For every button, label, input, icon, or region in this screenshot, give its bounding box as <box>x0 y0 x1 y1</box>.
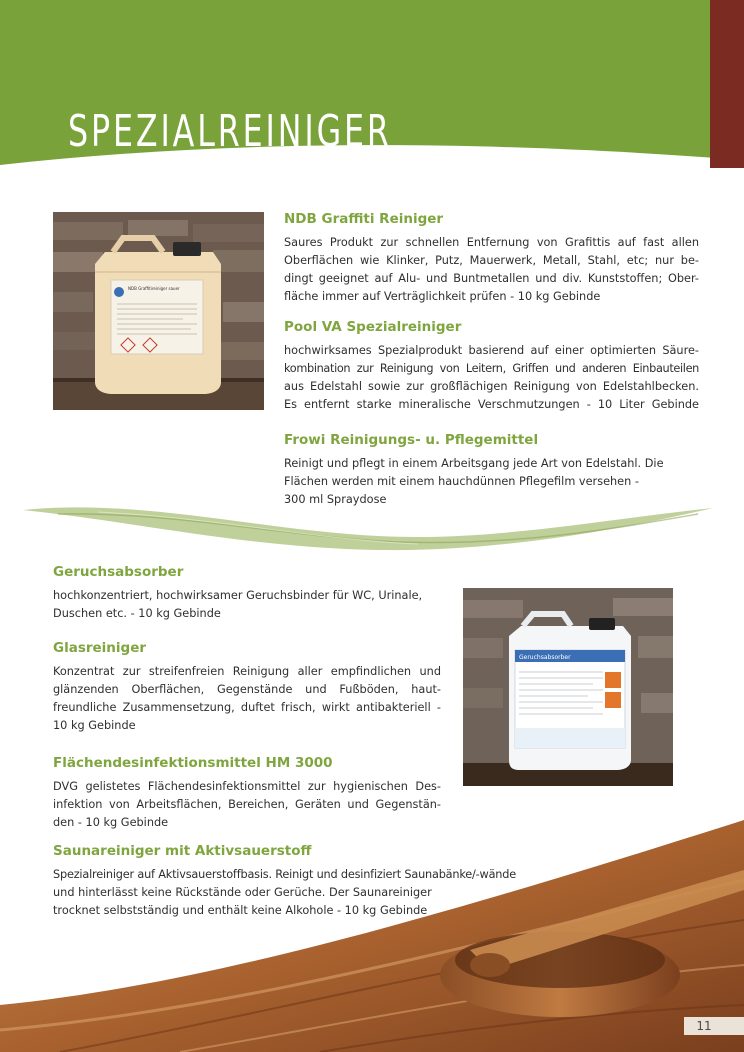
description-line: trocknet selbstständig und enthält keine Alkohole - 10 kg Gebinde <box>53 904 428 917</box>
product-description <box>53 663 441 735</box>
description-line: und hinterlässt keine Rückstände oder Gerüche. Der Saunareiniger <box>53 886 432 899</box>
product-title: Flächendesinfektionsmittel HM 3000 <box>53 755 333 771</box>
page-title: SPEZIALREINIGER <box>68 106 392 157</box>
description-line: aus Edelstahl sowie zur großflächigen Reinigung von Edelstahlbecken. <box>284 380 699 393</box>
product-ndb-graffiti-reiniger <box>284 211 699 306</box>
brush-stroke-divider <box>18 500 718 560</box>
description-line: Es entfernt starke mineralische Verschmutzungen - 10 Liter Gebinde <box>284 398 699 411</box>
accent-bar <box>710 0 744 168</box>
description-line: Oberflächen wie Klinker, Putz, Mauerwerk, Metall, Stahl, etc; nur be- <box>284 254 699 267</box>
canister-label-text: NDB Graffitireiniger sauer <box>128 286 180 291</box>
description-line: Duschen etc. - 10 kg Gebinde <box>53 607 221 620</box>
product-flaechendesinfektionsmittel <box>53 755 441 832</box>
product-description <box>284 342 699 414</box>
product-description <box>284 455 699 509</box>
product-title: Frowi Reinigungs- u. Pflegemittel <box>284 432 539 448</box>
description-line: glänzenden Oberflächen, Gegenstände und Fußböden, haut- <box>53 683 441 696</box>
product-glasreiniger <box>53 640 441 735</box>
description-line: 300 ml Spraydose <box>284 493 387 506</box>
description-line: den - 10 kg Gebinde <box>53 816 169 829</box>
description-line: dingt geeignet auf Alu- und Buntmetallen und div. Kunststoffen; Ober- <box>284 272 699 285</box>
description-line: Konzentrat zur streifenfreien Reinigung aller empfindlichen und <box>53 665 441 678</box>
product-geruchsabsorber <box>53 564 443 623</box>
description-line: kombination zur Reinigung von Leitern, Griffen und anderen Einbauteilen <box>284 362 699 375</box>
product-description <box>53 587 443 623</box>
description-line: DVG gelistetes Flächendesinfektionsmittel zur hygienischen Des- <box>53 780 441 793</box>
description-line: Reinigt und pflegt in einem Arbeitsgang jede Art von Edelstahl. Die <box>284 457 664 470</box>
graffiti-cleaner-canister-image <box>53 212 264 410</box>
product-title: Pool VA Spezialreiniger <box>284 319 462 335</box>
product-frowi-pflegemittel <box>284 432 699 509</box>
description-line: hochwirksames Spezialprodukt basierend auf einer optimierten Säure- <box>284 344 699 357</box>
sauna-background-image <box>0 800 744 1052</box>
page-number: 11 <box>696 1019 712 1033</box>
product-description <box>284 234 699 306</box>
product-title: Saunareiniger mit Aktivsauerstoff <box>53 843 312 859</box>
description-line: infektion von Arbeitsflächen, Bereichen, Geräten und Gegenstän- <box>53 798 441 811</box>
description-line: freundliche Zusammensetzung, duftet frisch, wirkt antibakteriell - <box>53 701 441 714</box>
description-line: Flächen werden mit einem hauchdünnen Pflegefilm versehen - <box>284 475 639 488</box>
page-number-box <box>684 1017 744 1035</box>
product-pool-va-spezialreiniger <box>284 319 699 414</box>
description-line: Spezialreiniger auf Aktivsauerstoffbasis. Reinigt und desinfiziert Saunabänke/-wände <box>53 868 516 881</box>
description-line: 10 kg Gebinde <box>53 719 136 732</box>
product-description <box>53 778 441 832</box>
product-title: Geruchsabsorber <box>53 564 184 580</box>
description-line: hochkonzentriert, hochwirksamer Geruchsbinder für WC, Urinale, <box>53 589 423 602</box>
description-line: Saures Produkt zur schnellen Entfernung von Grafittis auf fast allen <box>284 236 699 249</box>
odor-absorber-canister-image <box>463 588 673 786</box>
product-saunareiniger <box>53 843 573 920</box>
canister-label-text: Geruchsabsorber <box>519 654 571 661</box>
product-title: NDB Graffiti Reiniger <box>284 211 444 227</box>
description-line: fläche immer auf Verträglichkeit prüfen - 10 kg Gebinde <box>284 290 601 303</box>
product-title: Glasreiniger <box>53 640 147 656</box>
product-description <box>53 866 573 920</box>
